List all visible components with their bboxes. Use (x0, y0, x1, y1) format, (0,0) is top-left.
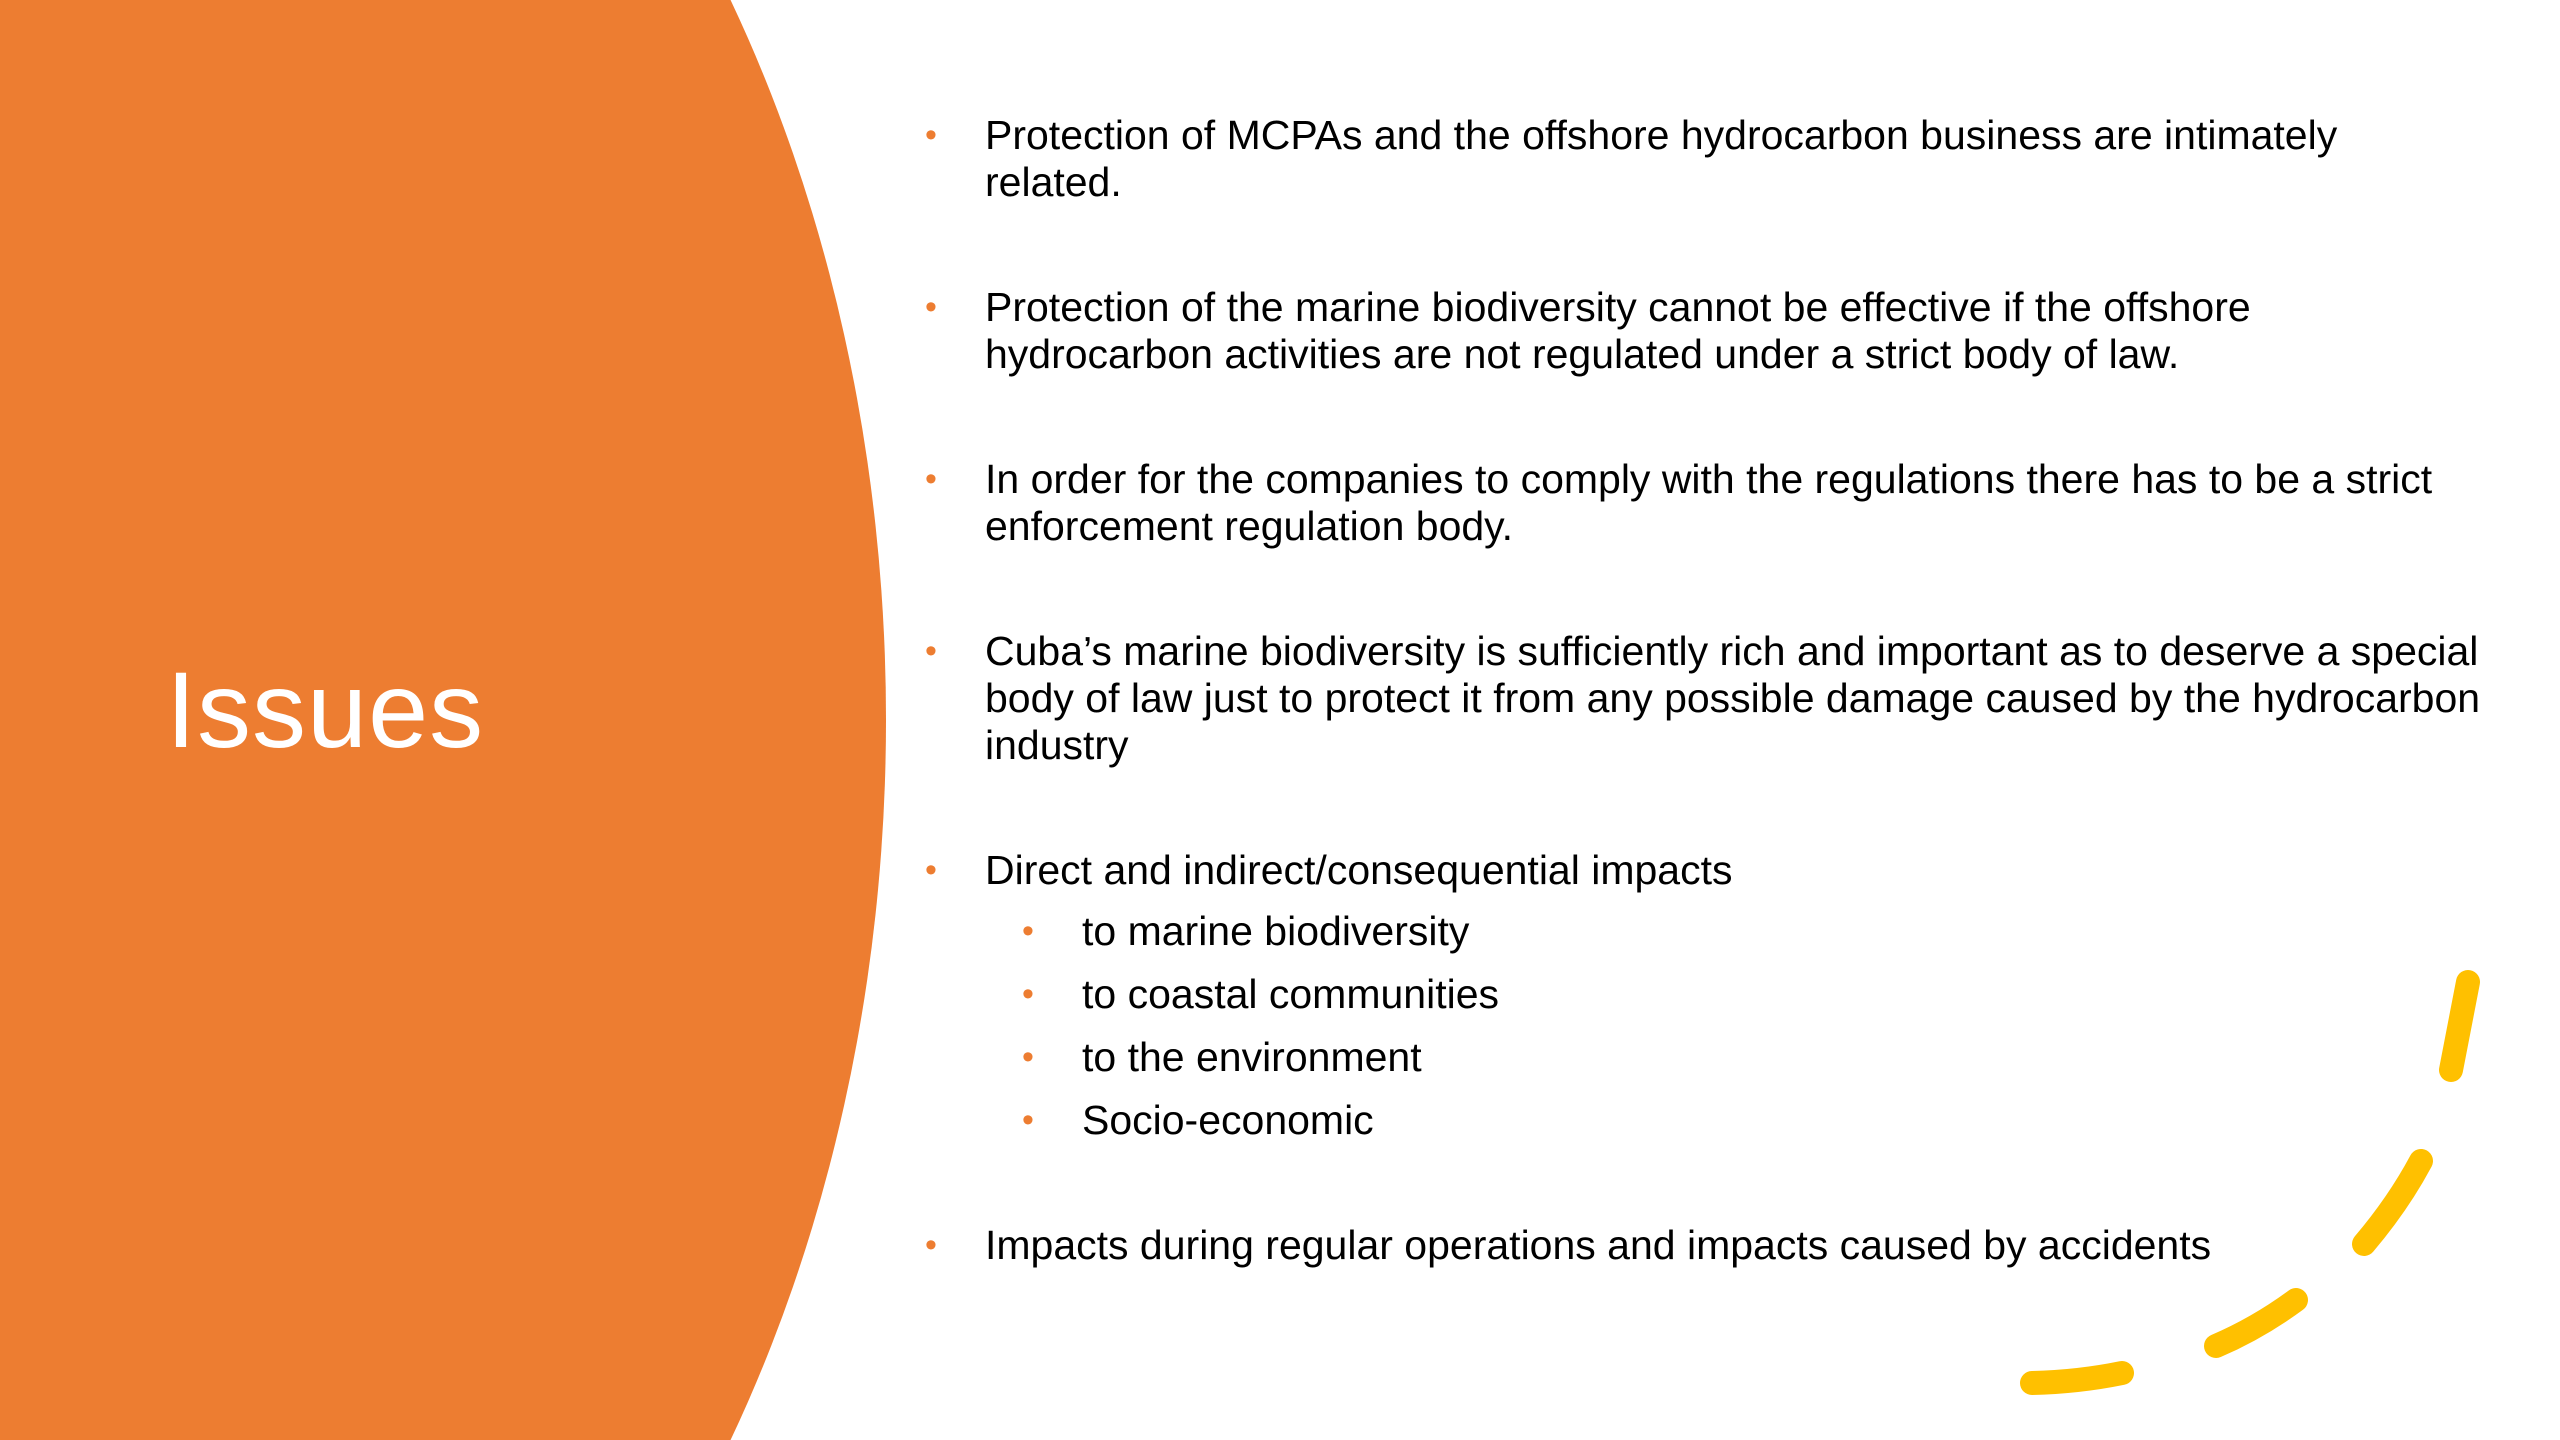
bullet-dot-icon: • (1022, 1038, 1034, 1076)
bullet-dot-icon: • (1022, 912, 1034, 950)
sub-bullet-item (925, 1034, 2485, 1081)
bullet-list (925, 112, 2485, 1347)
slide-title: Issues (166, 649, 485, 770)
bullet-item (925, 628, 2485, 769)
dash-segment-4 (2032, 1373, 2122, 1383)
bullet-item (925, 112, 2485, 206)
bullet-item (925, 1222, 2485, 1269)
bullet-dot-icon: • (925, 460, 937, 498)
bullet-text: Impacts during regular operations and impacts caused by accidents (985, 1222, 2212, 1268)
bullet-dot-icon: • (1022, 975, 1034, 1013)
bullet-text: Direct and indirect/consequential impacts (985, 847, 1733, 893)
bullet-dot-icon: • (925, 116, 937, 154)
sub-bullet-text: Socio-economic (1082, 1097, 1374, 1143)
bullet-dot-icon: • (925, 288, 937, 326)
bullet-text: Protection of the marine biodiversity cannot be effective if the offshore hydrocarbon activities are not regulated under a strict body of law. (985, 284, 2251, 377)
bullet-item (925, 284, 2485, 378)
sub-bullet-text: to marine biodiversity (1082, 908, 1470, 954)
bullet-dot-icon: • (925, 851, 937, 889)
bullet-dot-icon: • (925, 1226, 937, 1264)
sub-bullet-item (925, 971, 2485, 1018)
bullet-item (925, 847, 2485, 894)
sub-bullet-item (925, 908, 2485, 955)
bullet-text: Protection of MCPAs and the offshore hydrocarbon business are intimately related. (985, 112, 2338, 205)
sub-bullet-item (925, 1097, 2485, 1144)
bullet-text: In order for the companies to comply with the regulations there has to be a strict enforcement regulation body. (985, 456, 2433, 549)
sub-bullet-text: to the environment (1082, 1034, 1422, 1080)
bullet-dot-icon: • (1022, 1101, 1034, 1139)
bullet-dot-icon: • (925, 632, 937, 670)
bullet-text: Cuba’s marine biodiversity is sufficiently rich and important as to deserve a special body of law just to protect it from any possible damage caused by the hydrocarbon industry (985, 628, 2481, 768)
bullet-item (925, 456, 2485, 550)
sub-bullet-text: to coastal communities (1082, 971, 1500, 1017)
